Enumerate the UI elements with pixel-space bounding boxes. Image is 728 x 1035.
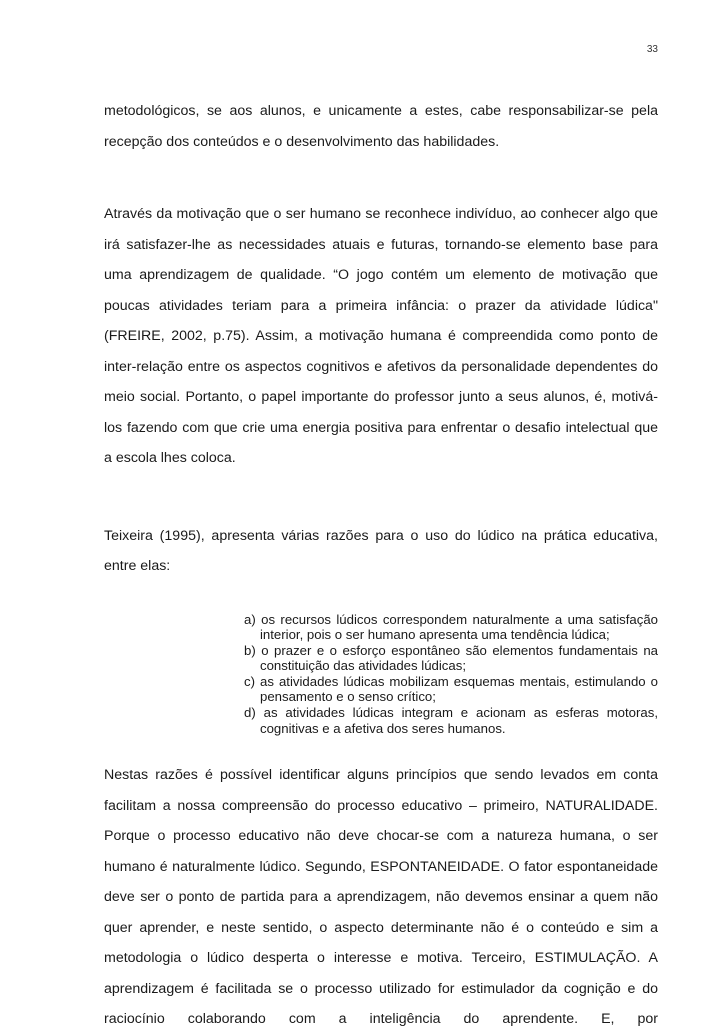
paragraph-1: metodológicos, se aos alunos, e unicamente a estes, cabe responsabilizar-se pela recepção dos conteúdos e o desenvolvimento das habilidades. [104,103,658,150]
paragraph-3: Teixeira (1995), apresenta várias razões para o uso do lúdico na prática educativa, entre elas: [104,527,658,574]
citation-item-b: b) o prazer e o esforço espontâneo são elementos fundamentais na constituição das atividades lúdicas; [244,642,658,674]
paragraph-4: Nestas razões é possível identificar alguns princípios que sendo levados em conta facilitam a nossa compreensão do processo educativo – primeiro, NATURALIDADE. Porque o processo educativo não deve chocar-se com a natureza humana, o ser humano é naturalmente lúdico. Segundo, ESPONTANEIDADE. O fator espontaneidade deve ser o ponto de partida para a aprendizagem, não devemos ensinar a quem não quer aprender, e neste sentido, o aspecto determinante não é o conteúdo e sim a metodologia o lúdico desperta o interesse e motiva. Terceiro, ESTIMULAÇÃO. A aprendizagem é facilitada se o processo utilizado for estimulador da cognição e do raciocínio colaborando com a inteligência do aprendente. E, por [104,767,658,1028]
citation-item-a: a) os recursos lúdicos correspondem naturalmente a uma satisfação interior, pois o ser humano apresenta uma tendência lúdica; [244,611,658,643]
paragraph-2: Através da motivação que o ser humano se reconhece indivíduo, ao conhecer algo que irá satisfazer-lhe as necessidades atuais e futuras, tornando-se elemento base para uma aprendizagem de qualidade. “O jogo contém um elemento de motivação que poucas atividades teriam para a primeira infância: o prazer da atividade lúdica" (FREIRE, 2002, p.75). Assim, a motivação humana é compreendida como ponto de inter-relação entre os aspectos cognitivos e afetivos da personalidade dependentes do meio social. Portanto, o papel importante do professor junto a seus alunos, é, motivá-los fazendo com que crie uma energia positiva para enfrentar o desafio intelectual que a escola lhes coloca. [104,206,658,466]
page-number: 33 [646,44,658,55]
block-citation [244,612,658,737]
citation-item-d: d) as atividades lúdicas integram e acionam as esferas motoras, cognitivas e a afetiva dos seres humanos. [244,705,658,736]
citation-item-c: c) as atividades lúdicas mobilizam esquemas mentais, estimulando o pensamento e o senso crítico; [244,673,658,705]
document-body [104,96,658,1035]
